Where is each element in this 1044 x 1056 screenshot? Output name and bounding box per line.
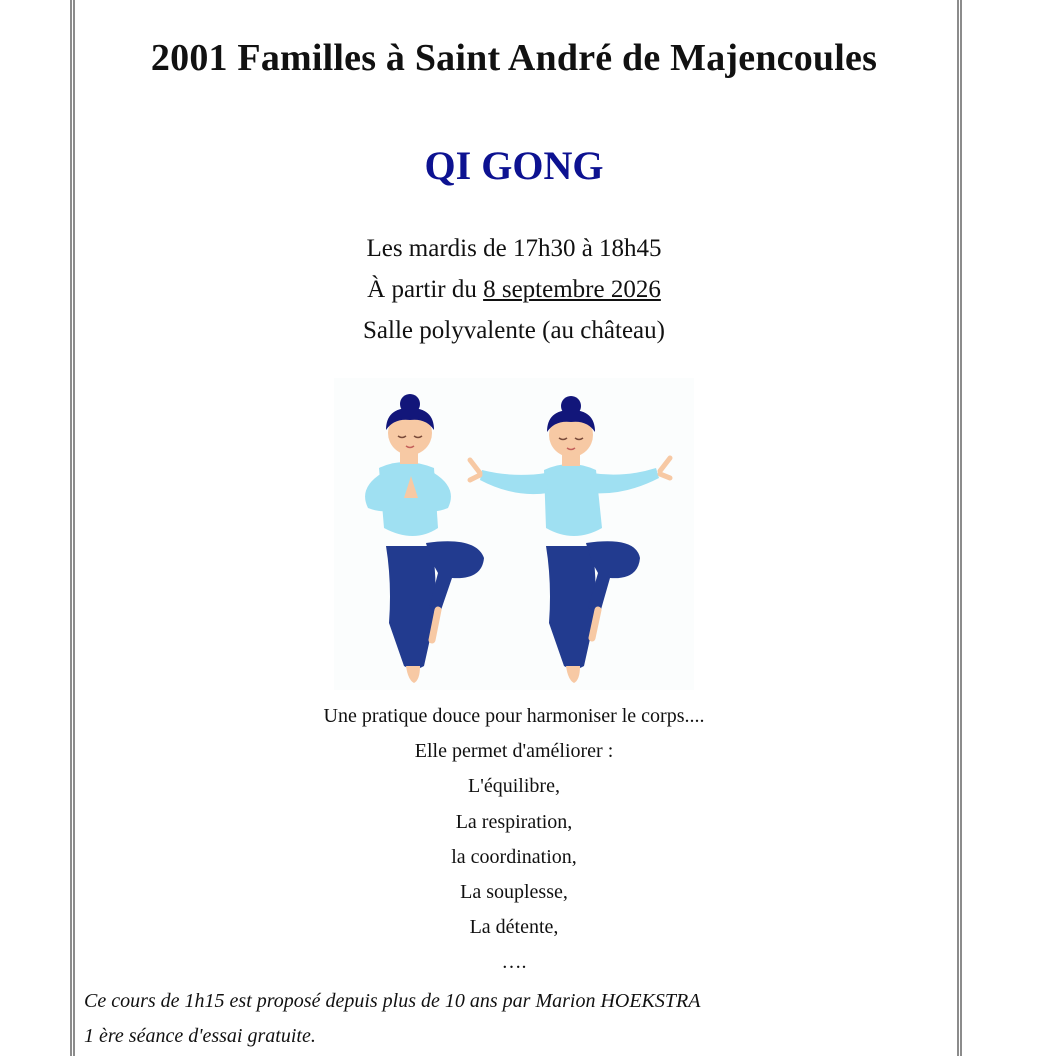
document-page	[78, 0, 950, 1047]
benefit-line: La respiration,	[455, 810, 573, 833]
document-title: 2001 Familles à Saint André de Majencoules	[150, 37, 878, 79]
benefit-line: ….	[501, 951, 527, 974]
note-line: 1 ère séance d'essai gratuite.	[84, 1025, 316, 1047]
benefit-line: La souplesse,	[460, 881, 568, 904]
activity-title: QI GONG	[424, 143, 604, 188]
schedule-line: Les mardis de 17h30 à 18h45	[366, 235, 662, 262]
benefit-line: Elle permet d'améliorer :	[414, 740, 614, 763]
benefit-line: La détente,	[469, 916, 559, 939]
location-line: Salle polyvalente (au château)	[363, 317, 665, 344]
benefit-line: Une pratique douce pour harmoniser le corps....	[323, 705, 705, 727]
start-date: 8 septembre 2026	[483, 276, 661, 303]
note-line: Ce cours de 1h15 est proposé depuis plus de 10 ans par Marion HOEKSTRA	[84, 990, 701, 1012]
start-prefix: À partir du	[367, 276, 484, 303]
benefit-line: L'équilibre,	[468, 775, 560, 798]
benefits-text	[78, 699, 950, 981]
start-date-line	[78, 269, 950, 310]
qigong-illustration	[334, 378, 694, 690]
schedule-info	[78, 228, 950, 351]
benefit-line: la coordination,	[451, 845, 577, 868]
